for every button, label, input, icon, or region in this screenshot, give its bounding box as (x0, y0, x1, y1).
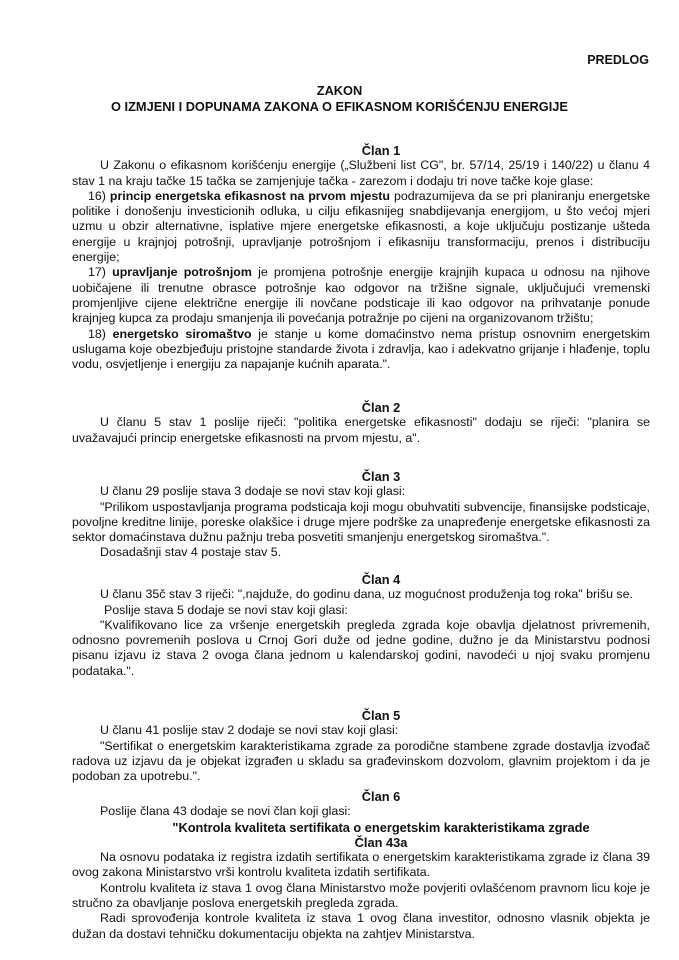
article-heading: Član 1 (361, 143, 401, 158)
defined-term: princip energetska efikasnost na prvom mjestu (109, 188, 390, 203)
article-paragraph: U članu 41 poslije stav 2 dodaje se novi stav koji glasi: (100, 723, 399, 738)
article-paragraph: "Prilikom uspostavljanja programa podsticaja koji mogu obuhvatiti subvencije, finansijske podsticaje, povoljne kreditne linije, poreske olakšice i druge mjere podrške za unapređenje energetske efikasnosti za sektor domaćinstava dužnu pažnju treba posvetiti smanjenju energetskog siromaštva.". (72, 499, 650, 545)
article-paragraph: Radi sprovođenja kontrole kvaliteta iz stava 1 ovog člana investitor, odnosno vlasnik objekta je dužan da dostavi tehničku dokumentaciju objekta na zahtjev Ministarstva. (72, 911, 650, 941)
article-paragraph: U članu 35č stav 3 riječi: ",najduže, do godinu dana, uz mogućnost produženja tog roka" brišu se. (100, 587, 633, 602)
article-paragraph: Na osnovu podataka iz registra izdatih sertifikata o energetskim karakteristikama zgrade iz člana 39 ovog zakona Ministarstvo vrši kontrolu kvaliteta izdatih sertifikata. (72, 850, 650, 880)
article-heading: Član 6 (361, 789, 401, 804)
article-6 (72, 789, 650, 942)
draft-label: PREDLOG (587, 53, 649, 67)
article-paragraph: U članu 5 stav 1 poslije riječi: "politika energetske efikasnosti" dodaju se riječi: "planira se uvažavajući princip energetske efikasnosti na prvom mjestu, a". (72, 415, 650, 445)
article-heading: Član 2 (361, 400, 401, 415)
article-heading: Član 3 (361, 469, 401, 484)
new-article-heading: Član 43a (354, 834, 408, 850)
article-paragraph: "Kvalifikovano lice za vršenje energetskih pregleda zgrada koje obavlja djelatnost privremenih, odnosno povremenih poslova u Crnoj Gori duže od jedne godine, dužno je da Ministarstvu podnosi pisanu izjavu iz stava 2 ovoga člana jednom u kalendarskoj godini, navodeći u njoj svaku promjenu podataka.". (72, 617, 650, 678)
article-paragraph: Poslije člana 43 dodaje se novi član koji glasi: (100, 804, 351, 819)
law-subtitle: O IZMJENI I DOPUNAMA ZAKONA O EFIKASNOM KORIŠĆENJU ENERGIJE (111, 99, 568, 114)
article-1 (72, 143, 650, 372)
article-5 (72, 708, 650, 784)
list-item: 16) princip energetska efikasnost na prvom mjestu podrazumijeva da se pri planiranju energetske politike i donošenju investicionih odluka, u cilju efikasnijeg snabdijevanja energijom, u što većoj mjeri uzmu u obzir alternativne, isplative mjere energetske efikasnosti, a koje uključuju postizanje ušteda energije u krajnjoj potrošnji, upravljanje potrošnjom i efikasniju transformaciju, prenos i distribuciju energije; (72, 188, 650, 265)
article-paragraph: "Sertifikat o energetskim karakteristikama zgrade za porodične stambene zgrade dostavlja izvođač radova uz izjavu da je objekat izgrađen u skladu sa građevinskom dozvolom, glavnim projektom i da je podoban za upotrebu.". (72, 738, 650, 784)
article-heading: Član 4 (361, 572, 401, 587)
list-item: 18) energetsko siromaštvo je stanje u kome domaćinstvo nema pristup osnovnim energetskim uslugama koje obezbjeđuju pristojne standarde života i zdravlja, kao i adekvatno grijanje i hlađenje, toplu vodu, osvjetljenje i energiju za napajanje kućnih aparata.". (72, 326, 650, 372)
defined-term: upravljanje potrošnjom (112, 265, 252, 280)
article-4 (72, 572, 650, 679)
article-3 (72, 469, 650, 561)
list-item: 17) upravljanje potrošnjom je promjena potrošnje energije krajnjih kupaca u odnosu na njihove uobičajene ili trenutne obrasce potrošnje kao odgovor na tržišne signale, uključujući vremenski promjenljive cijene električne energije ili novčane podsticaje ili kao odgovor na prihvatanje ponude krajnjeg kupca za prodaju smanjenja ili povećanja potražnje po cijeni na organizovanom tržištu; (72, 265, 650, 326)
article-paragraph: Kontrolu kvaliteta iz stava 1 ovog člana Ministarstvo može povjeriti ovlašćenom pravnom licu koje je stručno za obavljanje poslova energetskih pregleda zgrada. (72, 880, 650, 911)
article-paragraph: Dosadašnji stav 4 postaje stav 5. (100, 545, 282, 560)
defined-term: energetsko siromaštvo (112, 326, 252, 341)
article-paragraph: Poslije stava 5 dodaje se novi stav koji glasi: (104, 602, 348, 617)
article-heading: Član 5 (361, 708, 401, 723)
new-article-title: "Kontrola kvaliteta sertifikata o energetskim karakteristikama zgrade (172, 819, 590, 835)
article-2 (72, 400, 650, 446)
law-title: ZAKON (316, 83, 363, 98)
article-paragraph: U Zakonu o efikasnom korišćenju energije („Službeni list CG", br. 57/14, 25/19 i 140/22) u članu 4 stav 1 na kraju tačke 15 tačka se zamjenjuje tačka - zarezom i dodaju tri nove tačke koje glase: (72, 158, 650, 188)
article-paragraph: U članu 29 poslije stava 3 dodaje se novi stav koji glasi: (100, 484, 406, 499)
